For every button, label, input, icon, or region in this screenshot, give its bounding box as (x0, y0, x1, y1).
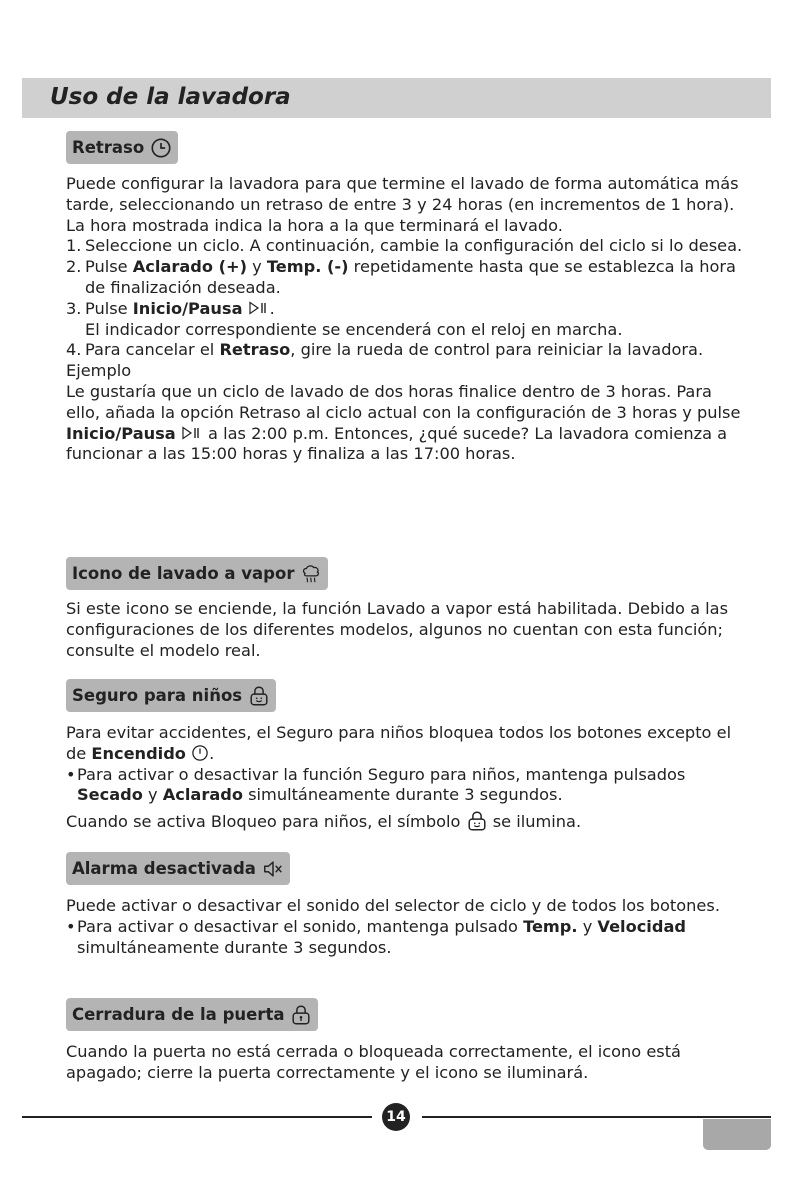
header-bar (22, 78, 771, 118)
child-lock-icon (466, 810, 488, 832)
list-item: 2. Pulse Aclarado (+) y Temp. (-) repetidamente hasta que se establezca la hora de finalización deseada. (66, 257, 736, 297)
page-number: 14 (382, 1103, 410, 1131)
steam-icon (300, 563, 322, 585)
page-title: Uso de la lavadora (50, 84, 291, 110)
play-pause-icon (181, 425, 203, 439)
vapor-text: Si este icono se enciende, la función Lavado a vapor está habilitada. Debido a las configuraciones de los diferentes modelos, algunos no cuentan con esta función; consulte el modelo real. (66, 599, 729, 660)
power-icon (191, 744, 209, 762)
list-item: • Para activar o desactivar la función Seguro para niños, mantenga pulsados Secado y Aclarado simultáneamente durante 3 segundos. (66, 764, 686, 805)
section-label-alarma (66, 852, 290, 885)
section-label-ninos (66, 679, 276, 712)
section-title: Seguro para niños (72, 686, 243, 705)
list-item: • Para activar o desactivar el sonido, mantenga pulsado Temp. y Velocidad simultáneamente durante 3 segundos. (66, 916, 686, 957)
list-item: 1. Seleccione un ciclo. A continuación, cambie la configuración del ciclo si lo desea. (66, 236, 743, 256)
mute-icon (262, 858, 284, 880)
play-pause-icon (248, 300, 270, 314)
example-text: Le gustaría que un ciclo de lavado de dos horas finalice dentro de 3 horas. Para ello, añada la opción Retraso al ciclo actual con la configuración de 3 horas y pulse Inicio/Pausa a las 2:00 p.m. Entonces, ¿qué sucede? La lavadora comienza a funcionar a las 15:00 horas y finaliza a las 17:00 horas. (66, 381, 741, 464)
puerta-text: Cuando la puerta no está cerrada o bloqueada correctamente, el icono está apagado; cierre la puerta correctamente y el icono se iluminará. (66, 1042, 681, 1082)
footer-tab (703, 1119, 771, 1150)
alarma-text: Puede activar o desactivar el sonido del selector de ciclo y de todos los botones. • Para activar o desactivar el sonido, mantenga pulsado Temp. y Velocidad simultáneamente durante 3 segundos. (66, 896, 746, 958)
section-title: Cerradura de la puerta (72, 1005, 285, 1024)
section-label-puerta (66, 998, 318, 1031)
section-label-vapor (66, 557, 328, 590)
list-item: 3. Pulse Inicio/Pausa . El indicador correspondiente se encenderá con el reloj en marcha. (66, 298, 623, 339)
child-lock-icon (248, 685, 270, 707)
retraso-intro: Puede configurar la lavadora para que termine el lavado de forma automática más tarde, seleccionando un retraso de entre 3 y 24 horas (en incrementos de 1 hora). La hora mostrada indica la hora a la que terminará el lavado. (66, 174, 739, 235)
section-title: Retraso (72, 138, 145, 157)
clock-icon (150, 137, 172, 159)
footer-divider-left (22, 1116, 372, 1118)
section-label-retraso (66, 131, 178, 164)
section-title: Icono de lavado a vapor (72, 564, 295, 583)
list-item: 4. Para cancelar el Retraso, gire la rueda de control para reiniciar la lavadora. (66, 340, 704, 360)
example-title: Ejemplo (66, 361, 132, 381)
retraso-text (66, 174, 746, 465)
section-title: Alarma desactivada (72, 859, 256, 878)
door-lock-icon (290, 1004, 312, 1026)
footer-divider-right (422, 1116, 771, 1118)
ninos-text: Para evitar accidentes, el Seguro para niños bloquea todos los botones excepto el de Encendido . • Para activar o desactivar la función Seguro para niños, mantenga pulsados Secado y Aclarado simultáneamente durante 3 segundos. Cuando se activa Bloqueo para niños, el símbolo se ilumina. (66, 723, 746, 833)
